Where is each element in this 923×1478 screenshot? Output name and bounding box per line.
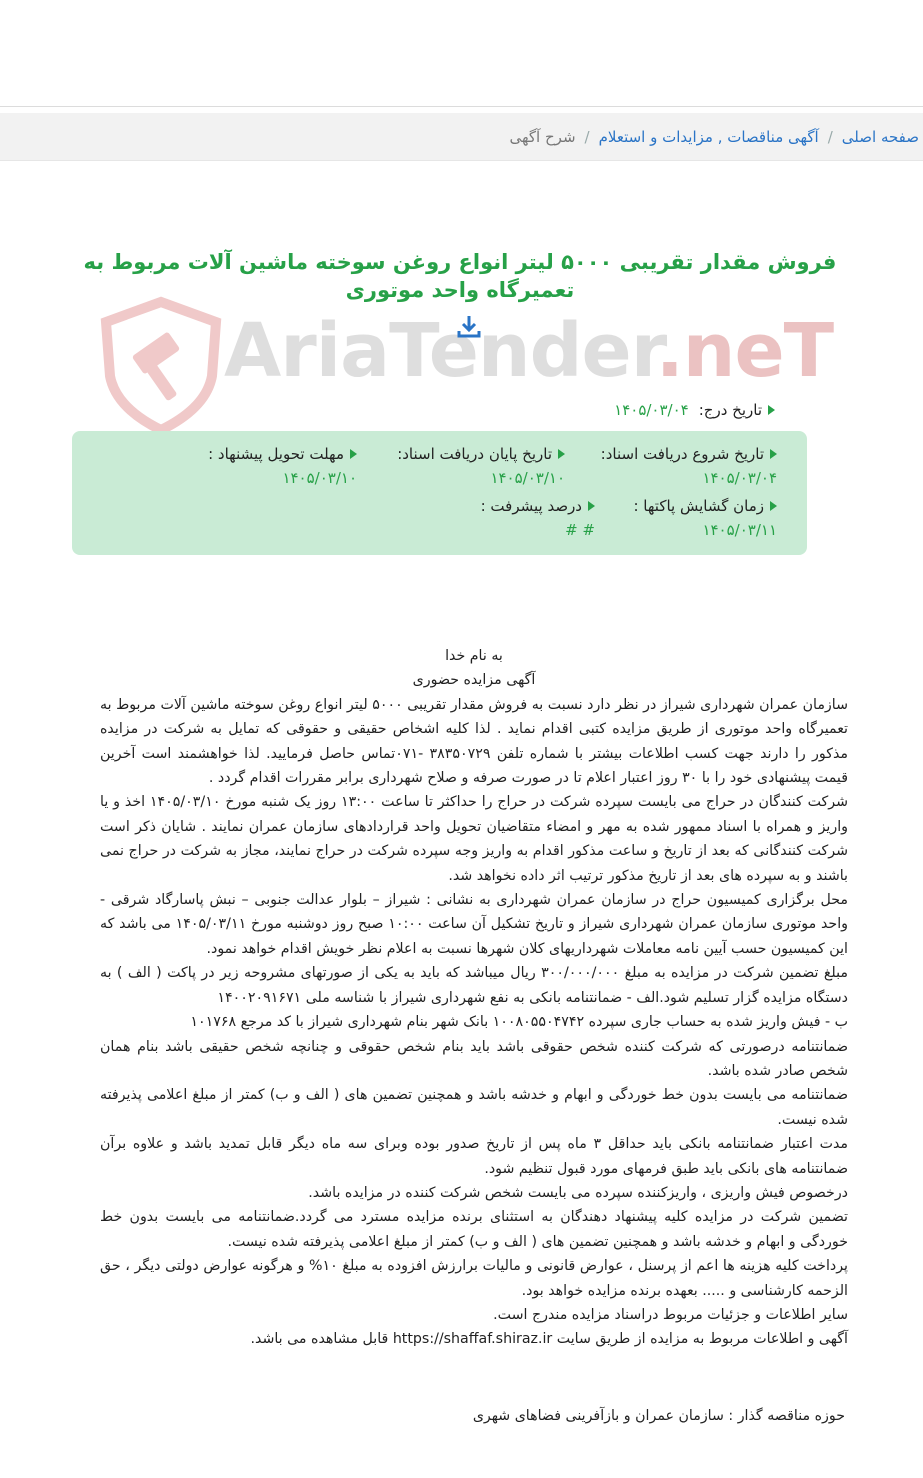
- doc-start-cell: [601, 445, 777, 487]
- triangle-bullet-icon: [770, 449, 777, 459]
- triangle-bullet-icon: [770, 501, 777, 511]
- opening-value: ۱۴۰۵/۰۳/۱۱: [702, 521, 777, 539]
- body-line: ب - فیش واریز شده به حساب جاری سپرده ۱۰۰۸۰۵۵۰۴۷۴۲ بانک شهر بنام شهرداری شیراز با کد مرجع ۱۰۱۷۶۸: [190, 1014, 848, 1031]
- body-line: سازمان عمران شهرداری شیراز در نظر دارد نسبت به فروش مقدار تقریبی ۵۰۰۰ لیتر انواع روغن سوخته ماشین آلات مربوط به تعمیرگاه واحد موتوری از طریق مزایده کتبی اقدام نماید . لذا کلیه اشخاص حقیقی و حقوقی که تمایل به شرکت در مزایده مذکور را دارند جهت کسب اطلاعات بیشتر با شماره تلفن ۳۸۳۵۰۷۲۹ -۰۷۱تماس حاصل فرمایید. لذا خواهشمند است آخرین قیمت پیشنهادی خود را با ۳۰ روز اعتبار اعلام تا در صورت صرفه و صلاح شهرداری برابر مقررات اقدام گردد .: [100, 696, 848, 787]
- doc-end-cell: [397, 445, 565, 487]
- body-line: سایر اطلاعات و جزئیات مربوط دراسناد مزایده مندرج است.: [493, 1306, 848, 1323]
- body-line: محل برگزاری کمیسیون حراج در سازمان عمران شهرداری به نشانی : شیراز – بلوار عدالت جنوبی – نبش پاسارگاد شرقی - واحد موتوری سازمان عمران شهرداری شیراز و تاریخ تشکیل آن ساعت ۱۰:۰۰ صبح روز دوشنبه مورخ ۱۴۰۵/۰۳/۱۱ می باشد که این کمیسیون حسب آیین نامه معاملات شهرداریهای کلان شهرها نسبت به اعلام نظر خویش اقدام خواهد نمود.: [100, 892, 848, 957]
- tender-info-box: [72, 431, 807, 555]
- opening-label: زمان گشایش پاکتها :: [633, 497, 764, 515]
- doc-end-label: تاریخ پایان دریافت اسناد:: [397, 445, 552, 463]
- body-line: ضمانتنامه درصورتی که شرکت کننده شخص حقوقی باشد باید بنام شخص حقوقی و چنانچه شخص حقیقی باشد بنام همان شخص صادر شده باشد.: [100, 1038, 848, 1079]
- body-line: ضمانتنامه می بایست بدون خط خوردگی و ابهام و خدشه باشد و همچنین تضمین های ( الف و ب) کمتر از مبلغ اعلامی پذیرفته شده نیست.: [100, 1087, 848, 1128]
- body-line: درخصوص فیش واریزی ، واریزکننده سپرده می بایست شخص شرکت کننده در مزایده باشد.: [308, 1184, 848, 1201]
- breadcrumb-current: شرح آگهی: [509, 127, 576, 146]
- body-line: آگهی مزایده حضوری: [412, 672, 536, 689]
- breadcrumb-separator: /: [827, 127, 833, 146]
- deadline-label: مهلت تحویل پیشنهاد :: [208, 445, 344, 463]
- triangle-bullet-icon: [588, 501, 595, 511]
- download-button[interactable]: [456, 314, 482, 340]
- deadline-value: ۱۴۰۵/۰۳/۱۰: [282, 469, 357, 487]
- breadcrumb: [0, 113, 923, 161]
- body-line: به نام خدا: [445, 648, 503, 664]
- watermark-text: AriaTender.neT: [224, 308, 834, 394]
- opening-cell: [633, 497, 777, 539]
- doc-end-value: ۱۴۰۵/۰۳/۱۰: [490, 469, 565, 487]
- publish-date-value: ۱۴۰۵/۰۳/۰۴: [614, 401, 689, 419]
- body-line: شرکت کنندگان در حراج می بایست سپرده شرکت در حراج را حداکثر تا ساعت ۱۳:۰۰ روز یک شنبه مورخ ۱۴۰۵/۰۳/۱۰ اخذ و یا واریز و همراه با اسناد ممهور شده به مهر و امضاء متقاضیان تحویل واحد قراردادهای سازمان عمران نمایند . شایان ذکر است شرکت کنندگانی که بعد از تاریخ و ساعت مذکور اقدام به واریز وجه سپرده شرکت در حراج نمایند، مجاز به شرکت در حراج نمی باشند و به سپرده های بعد از تاریخ مذکور ترتیب اثر داده نخواهد شد.: [100, 794, 849, 884]
- doc-start-value: ۱۴۰۵/۰۳/۰۴: [702, 469, 777, 487]
- header-divider: [0, 106, 923, 107]
- breadcrumb-tenders-link[interactable]: آگهی مناقصات , مزایدات و استعلام: [598, 127, 819, 146]
- body-line: مبلغ تضمین شرکت در مزایده به مبلغ ۳۰۰/۰۰۰/۰۰۰ ریال میباشد که باید به یکی از صورتهای مشروحه زیر در پاکت ( الف ) به دستگاه مزایده گزار تسلیم شود.الف - ضمانتنامه بانکی به نفع شهرداری شیراز با شناسه ملی ۱۴۰۰۲۰۹۱۶۷۱: [100, 965, 848, 1006]
- triangle-bullet-icon: [558, 449, 565, 459]
- deadline-cell: [208, 445, 357, 487]
- tender-organizer: حوزه مناقصه گذار : سازمان عمران و بازآفرینی فضاهای شهری: [472, 1408, 845, 1424]
- body-line: مدت اعتبار ضمانتنامه بانکی باید حداقل ۳ ماه پس از تاریخ صدور بوده وبرای سه ماه دیگر قابل تمدید باشد و علاوه برآن ضمانتنامه های بانکی باید طبق فرمهای مورد قبول تنظیم شود.: [100, 1136, 849, 1177]
- body-line: پرداخت کلیه هزینه ها اعم از پرسنل ، عوارض قانونی و مالیات برارزش افزوده به مبلغ ۱۰% و هرگونه عوارض دولتی دیگر ، حق الزحمه کارشناسی و ..... بعهده برنده مزایده خواهد بود.: [100, 1258, 848, 1299]
- body-line: آگهی و اطلاعات مربوط به مزایده از طریق سایت https://shaffaf.shiraz.ir قابل مشاهده می باشد.: [250, 1331, 848, 1348]
- doc-start-label: تاریخ شروع دریافت اسناد:: [600, 445, 764, 463]
- progress-value: # #: [565, 521, 595, 539]
- publish-date-label: تاریخ درج:: [698, 401, 762, 419]
- triangle-bullet-icon: [350, 449, 357, 459]
- page-title: فروش مقدار تقریبی ۵۰۰۰ لیتر انواع روغن سوخته ماشین آلات مربوط به تعمیرگاه واحد موتوری: [83, 250, 837, 303]
- progress-cell: [481, 497, 595, 539]
- breadcrumb-home-link[interactable]: صفحه اصلی: [841, 127, 919, 146]
- progress-label: درصد پیشرفت :: [480, 497, 582, 515]
- watermark-logo-icon: [96, 296, 226, 436]
- breadcrumb-separator: /: [584, 127, 590, 146]
- triangle-bullet-icon: [768, 405, 775, 415]
- publish-date: [614, 401, 775, 419]
- announcement-body: [100, 644, 848, 1352]
- body-line: تضمین شرکت در مزایده کلیه پیشنهاد دهندگان به استثنای برنده مزایده مسترد می گردد.ضمانتنامه می بایست بدون خط خوردگی و ابهام و خدشه باشد و همچنین تضمین های ( الف و ب) کمتر از مبلغ اعلامی پذیرفته شده نیست.: [100, 1209, 848, 1250]
- download-icon: [456, 314, 482, 340]
